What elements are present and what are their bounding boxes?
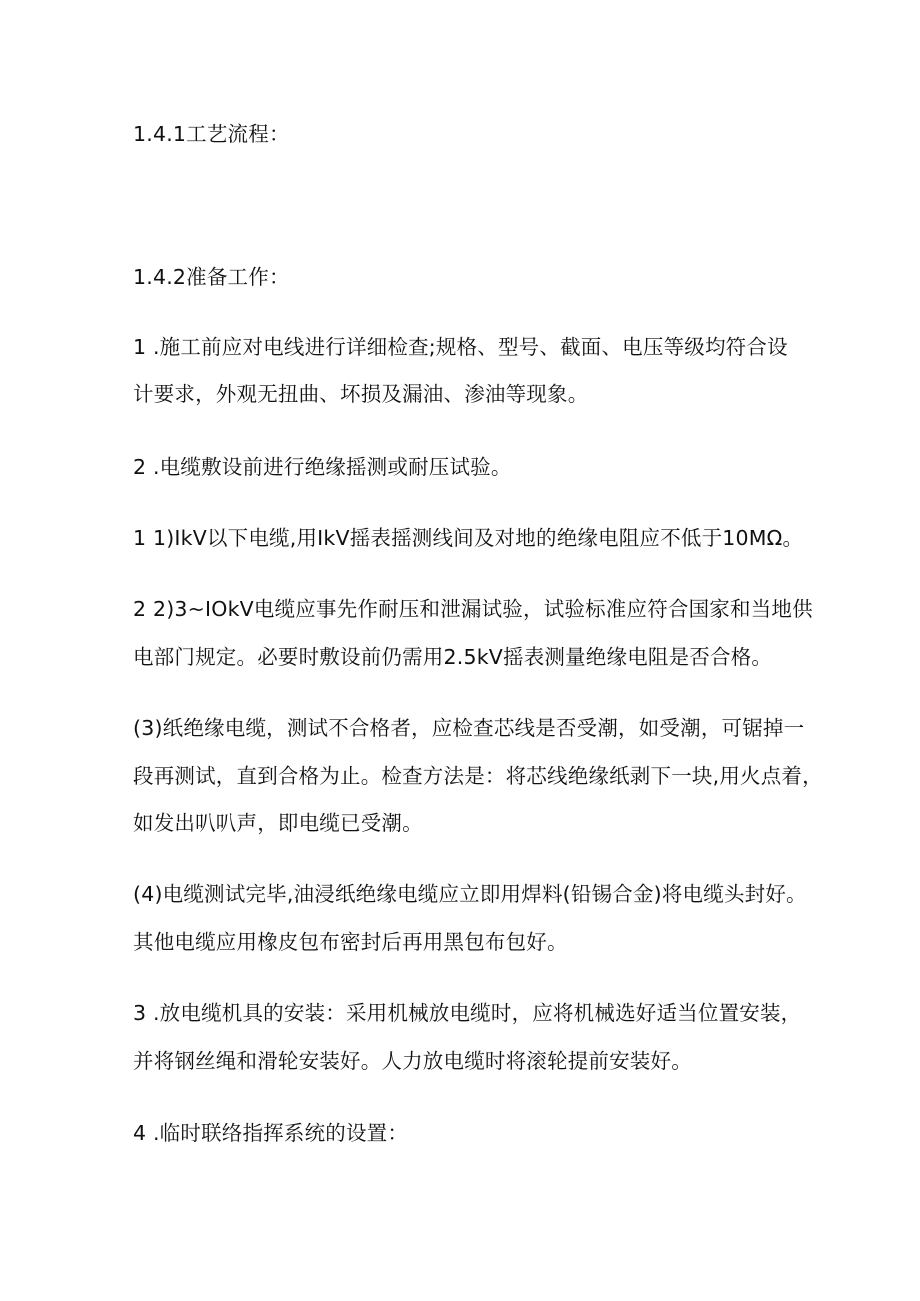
- paragraph-3-line-2: 并将钢丝绳和滑轮安装好。人力放电缆时将滚轮提前安装好。: [133, 1049, 692, 1073]
- paragraph-3-line-1: 3 .放电缆机具的安装：采用机械放电缆时，应将机械选好适当位置安装，: [133, 1001, 802, 1025]
- paragraph-2-3-line-1: (3)纸绝缘电缆，测试不合格者，应检查芯线是否受潮，如受潮，可锯掉一: [133, 716, 805, 740]
- paragraph-2-4-line-2: 其他电缆应用橡皮包布密封后再用黑包布包好。: [133, 930, 568, 954]
- heading-1-4-1: 1.4.1工艺流程：: [133, 122, 290, 146]
- paragraph-2-4-line-1: (4)电缆测试完毕,油浸纸绝缘电缆应立即用焊料(铅锡合金)将电缆头封好。: [133, 882, 807, 906]
- heading-1-4-2: 1.4.2准备工作：: [133, 265, 290, 289]
- paragraph-4-line-1: 4 .临时联络指挥系统的设置：: [133, 1121, 409, 1145]
- paragraph-2-1-line-1: 1 1)IkV以下电缆,用IkV摇表摇测线间及对地的绝缘电阻应不低于10MΩ。: [133, 526, 804, 550]
- paragraph-2-3-line-3: 如发出叭叭声，即电缆已受潮。: [133, 811, 423, 835]
- paragraph-2-2-line-1: 2 2)3~IOkV电缆应事先作耐压和泄漏试验，试验标准应符合国家和当地供: [133, 597, 813, 621]
- paragraph-1-line-2: 计要求，外观无扭曲、坏损及漏油、渗油等现象。: [133, 382, 589, 406]
- paragraph-2-line-1: 2 .电缆敷设前进行绝缘摇测或耐压试验。: [133, 455, 512, 479]
- paragraph-2-3-line-2: 段再测试，直到合格为止。检查方法是：将芯线绝缘纸剥下一块,用火点着，: [133, 764, 823, 788]
- paragraph-1-line-1: 1 .施工前应对电线进行详细检查;规格、型号、截面、电压等级均符合设: [133, 335, 788, 359]
- paragraph-2-2-line-2: 电部门规定。必要时敷设前仍需用2.5kV摇表测量绝缘电阻是否合格。: [133, 645, 773, 669]
